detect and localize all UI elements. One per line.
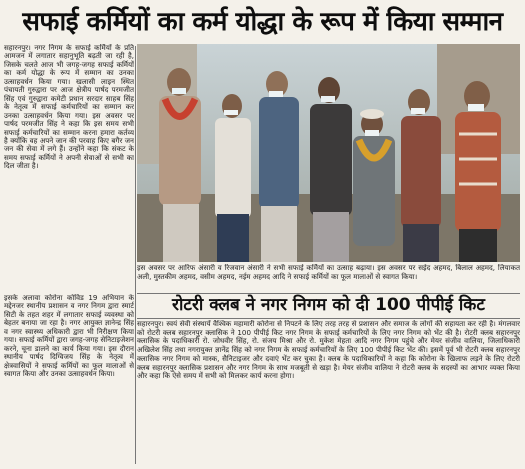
subhead-bottom-rule <box>137 318 520 319</box>
headline: सफाई कर्मियों का कर्म योद्धा के रूप में किया सम्मान <box>22 7 503 37</box>
left-column-continued <box>4 294 134 466</box>
left-column-text: सहारनपुर। नगर निगम के सफाई कर्मियों के प्रति आमजन में लगातार सहानुभूति बढ़ती जा रही है, जिसके चलते आज भी जगह-जगह सफाई कर्मियों का कर्म योद्धा के रूप में सम्मान का उनका उत्साहवर्धन किया गया। खलासी लाइन स्थित पंचायती गुरुद्वारा पर आज क्षेत्रीय पार्षद परमजीत सिंह एवं गुरुद्वारा कमेटी प्रधान सरदार साहब सिंह के नेतृत्व में सफाई कर्मचारियों का सम्मान कर उनका उत्साहवर्धन किया गया। इस अवसर पर पार्षद परमजीत सिंह ने कहा कि इस समय सभी सफाई कर्मचारियों का सम्मान करना हमारा कर्तव्य है क्योंकि वह अपने जान की परवाह किए बगैर जन जन की सेवा में लगे हैं। उन्होंने कहा कि संकट के समय सफाई कर्मियों ने अपनी सेवाओं से सभी का दिल जीता है। <box>4 44 134 171</box>
news-photo <box>137 44 520 262</box>
rotary-article <box>137 320 520 466</box>
left-column-bottom-text: इसके अलावा कोरोना कोविड 19 अभियान के मद्देनजर स्थानीय प्रशासन व नगर निगम द्वारा स्मार्ट सिटी के तहत शहर में लगातार सफाई व्यवस्था को बेहतर बनाया जा रहा है। नगर आयुक्त ज्ञानेन्द्र सिंह व नगर स्वास्थ्य अधिकारी द्वारा भी निरीक्षण किया गया। सफाई कर्मियों द्वारा जगह-जगह सेनिटाइजेशन करने, चूना डालने का कार्य किया गया। इस दौरान स्थानीय पार्षद दिग्विजय सिंह के नेतृत्व में क्षेत्रवासियों ने सफाई कर्मियों का फूल मालाओं से स्वागत किया और उनका उत्साहवर्धन किया। <box>4 294 134 379</box>
rotary-article-text: सहारनपुर। स्वयं सेवी संस्थायें वैश्विक महामारी कोरोना से निपटने के लिए तरह तरह से प्रशासन और समाज के लोगों की सहायता कर रही है। मंगलवार को रोटरी क्लब सहारनपुर क्लासिक ने 100 पीपीई किट नगर निगम के सफाई कर्मचारियों के लिए नगर निगम को भेंट की है। रोटरी क्लब सहारनपुर क्लासिक के पदाधिकारी रो. जोधवीर सिंह, रो. संजय मिश्रा और रो. मुकेश मेहता आदि नगर निगम पहुंचे और मेयर संजीव वालिया, जिलाधिकारी अखिलेश सिंह तथा नगरायुक्त ज्ञानेंद्र सिंह को नगर निगम के सफाई कर्मचारियों के लिए 100 पीपीई किट भेंट की। इसमें पूर्व भी रोटरी क्लब सहारनपुर क्लासिक नगर निगम को मास्क, सैनिटाइजर और दवाएं भेंट कर चुका है। क्लब के पदाधिकारियों ने कहा कि कोरोना के खिलाफ लड़ने के लिए रोटरी क्लब सहारनपुर क्लासिक प्रशासन और नगर निगम के साथ मजबूती से खड़ा है। मेयर संजीव वालिया ने रोटरी क्लब के सदस्यों का आभार व्यक्त किया और कहा कि ऐसे समय में सभी को मिलकर कार्य करना होगा। <box>137 320 520 381</box>
photo-illustration <box>137 44 520 262</box>
photo-caption <box>137 264 520 293</box>
left-column-article <box>4 44 134 294</box>
column-divider <box>135 46 136 464</box>
subheadline: रोटरी क्लब ने नगर निगम को दी 100 पीपीई किट <box>172 295 485 315</box>
photo-caption-text: इस अवसर पर आरिफ अंसारी व रिजवान अंसारी ने सभी सफाई कर्मियों का उत्साह बढ़ाया। इस अवसर पर सईद अहमद, बिलाल अहमद, लियाकत अली, मुस्तकीम अहमद, वसीम अहमद, नईम अहमद आदि ने सफाई कर्मियों का फूल मालाओं से स्वागत किया। <box>137 264 520 281</box>
